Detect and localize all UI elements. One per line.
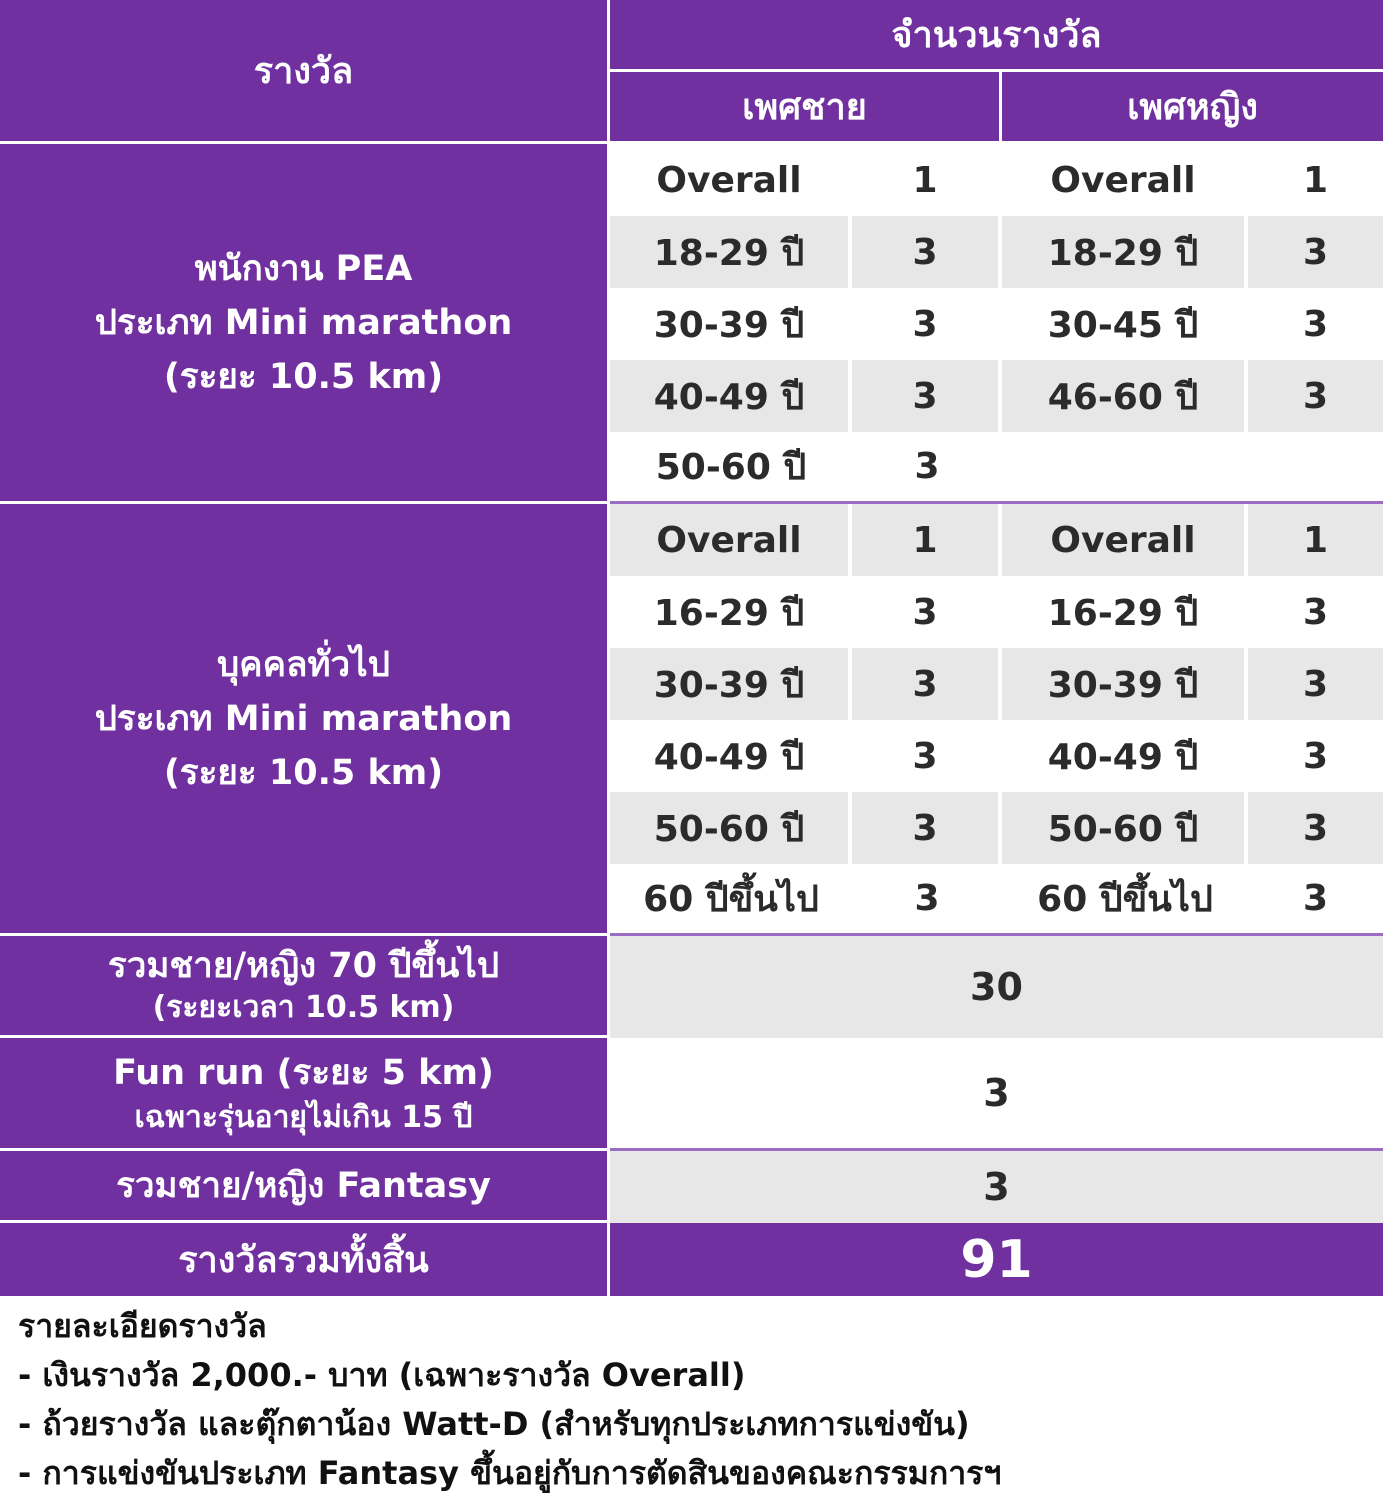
pea-female-count: 3 [1248, 216, 1383, 288]
funrun-line2: เฉพาะรุ่นอายุไม่เกิน 15 ปี [134, 1100, 473, 1135]
award-details [18, 1302, 1368, 1498]
pea-male-count: 3 [852, 360, 1002, 432]
general-male-label: 50-60 ปี [610, 792, 852, 864]
funrun-line1: Fun run (ระยะ 5 km) [113, 1053, 494, 1093]
female-header: เพศหญิง [1002, 72, 1383, 144]
general-male-count: 3 [852, 792, 1002, 864]
pea-title-line1: พนักงาน PEA [194, 248, 413, 289]
general-title-line3: (ระยะ 10.5 km) [163, 752, 444, 793]
pea-female-empty-cell [1002, 432, 1383, 504]
general-male-label: 30-39 ปี [610, 648, 852, 720]
general-female-count: 3 [1248, 864, 1383, 936]
pea-title-line2: ประเภท Mini marathon [94, 302, 513, 343]
pea-male-label: 40-49 ปี [610, 360, 852, 432]
general-female-label: 50-60 ปี [1002, 792, 1248, 864]
funrun-label [0, 1038, 610, 1151]
pea-male-count: 3 [852, 432, 1002, 504]
pea-male-count: 1 [852, 144, 1002, 216]
general-male-count: 3 [852, 576, 1002, 648]
general-female-count: 3 [1248, 720, 1383, 792]
general-male-label: 16-29 ปี [610, 576, 852, 648]
award-detail-item: - ถ้วยรางวัล และตุ๊กตาน้อง Watt-D (สำหรับทุกประเภทการแข่งขัน) [18, 1405, 970, 1443]
pea-female-label: Overall [1002, 144, 1248, 216]
pea-female-label: 30-45 ปี [1002, 288, 1248, 360]
fantasy-count: 3 [610, 1151, 1383, 1223]
pea-male-label: 30-39 ปี [610, 288, 852, 360]
award-header: รางวัล [0, 0, 610, 144]
pea-male-label: Overall [610, 144, 852, 216]
general-female-count: 1 [1248, 504, 1383, 576]
pea-female-count: 3 [1248, 360, 1383, 432]
pea-female-count: 3 [1248, 288, 1383, 360]
pea-male-count: 3 [852, 216, 1002, 288]
pea-male-count: 3 [852, 288, 1002, 360]
general-female-label: 30-39 ปี [1002, 648, 1248, 720]
over70-line2: (ระยะเวลา 10.5 km) [152, 989, 455, 1025]
pea-female-label: 18-29 ปี [1002, 216, 1248, 288]
award-count-header: จำนวนรางวัล [610, 0, 1383, 72]
general-category-label [0, 504, 610, 936]
general-male-label: 40-49 ปี [610, 720, 852, 792]
general-title-line2: ประเภท Mini marathon [94, 698, 513, 739]
pea-title-line3: (ระยะ 10.5 km) [163, 356, 444, 397]
over70-count: 30 [610, 936, 1383, 1038]
general-male-count: 3 [852, 720, 1002, 792]
general-female-count: 3 [1248, 648, 1383, 720]
award-detail-item: - การแข่งขันประเภท Fantasy ขึ้นอยู่กับการตัดสินของคณะกรรมการฯ [18, 1454, 1002, 1492]
pea-male-label: 18-29 ปี [610, 216, 852, 288]
general-female-label: Overall [1002, 504, 1248, 576]
pea-male-label: 50-60 ปี [610, 432, 852, 504]
over70-line1: รวมชาย/หญิง 70 ปีขึ้นไป [107, 945, 500, 986]
pea-category-label [0, 144, 610, 504]
general-female-count: 3 [1248, 576, 1383, 648]
general-male-count: 3 [852, 864, 1002, 936]
funrun-count: 3 [610, 1038, 1383, 1151]
total-count: 91 [610, 1223, 1383, 1296]
male-header: เพศชาย [610, 72, 1002, 144]
award-detail-item: - เงินรางวัล 2,000.- บาท (เฉพาะรางวัล Overall) [18, 1356, 746, 1394]
general-male-count: 1 [852, 504, 1002, 576]
general-female-count: 3 [1248, 792, 1383, 864]
general-female-label: 60 ปีขึ้นไป [1002, 864, 1248, 936]
general-female-label: 40-49 ปี [1002, 720, 1248, 792]
pea-female-count: 1 [1248, 144, 1383, 216]
general-male-count: 3 [852, 648, 1002, 720]
award-details-heading: รายละเอียดรางวัล [18, 1307, 267, 1345]
general-male-label: 60 ปีขึ้นไป [610, 864, 852, 936]
over70-label [0, 936, 610, 1038]
total-label: รางวัลรวมทั้งสิ้น [0, 1223, 610, 1296]
pea-female-label: 46-60 ปี [1002, 360, 1248, 432]
general-female-label: 16-29 ปี [1002, 576, 1248, 648]
fantasy-label: รวมชาย/หญิง Fantasy [0, 1151, 610, 1223]
general-male-label: Overall [610, 504, 852, 576]
general-title-line1: บุคคลทั่วไป [216, 644, 391, 685]
